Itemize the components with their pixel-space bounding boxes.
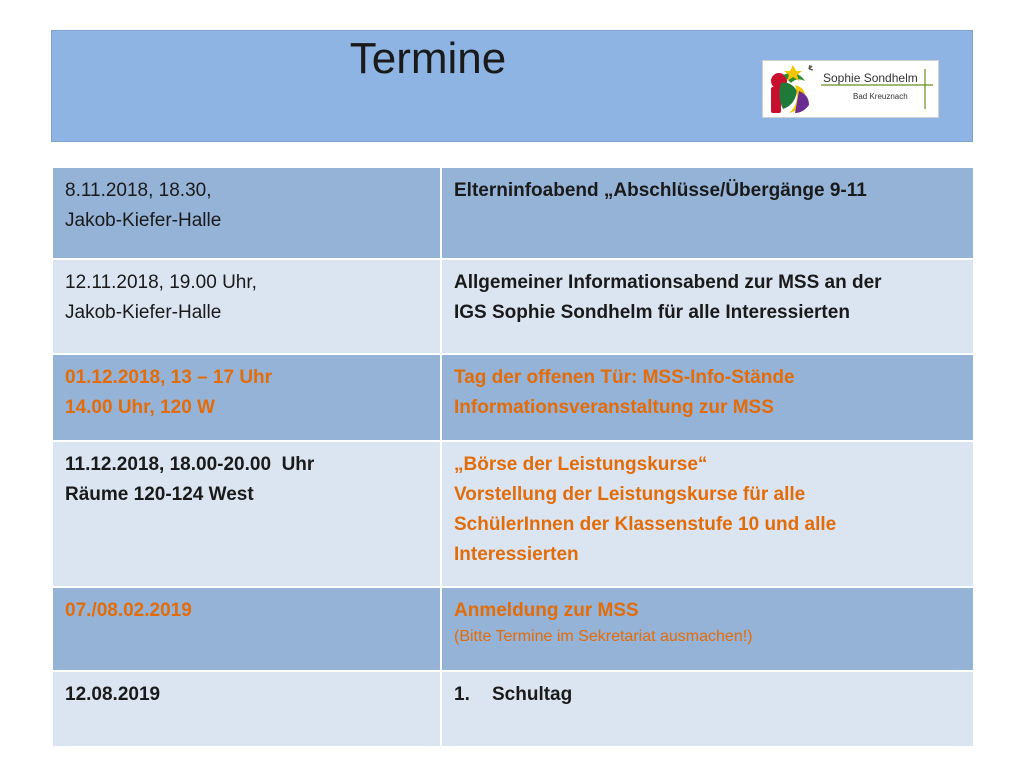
slide-title: Termine xyxy=(349,34,507,83)
date-line: 12.11.2018, 19.00 Uhr, xyxy=(65,272,257,293)
date-cell xyxy=(52,587,441,671)
event-line: Tag der offenen Tür: MSS-Info-Stände xyxy=(454,367,795,388)
table-row xyxy=(52,354,974,441)
event-line: Informationsveranstaltung zur MSS xyxy=(454,397,774,418)
svg-text:Bad Kreuznach: Bad Kreuznach xyxy=(853,92,908,101)
event-cell xyxy=(441,671,974,747)
date-cell xyxy=(52,671,441,747)
date-cell xyxy=(52,259,441,354)
event-line: Vorstellung der Leistungskurse für alle xyxy=(454,484,806,505)
event-line: „Börse der Leistungskurse“ xyxy=(454,454,708,475)
event-note: (Bitte Termine im Sekretariat ausmachen!) xyxy=(454,628,753,645)
date-line: 07./08.02.2019 xyxy=(65,600,192,621)
date-cell xyxy=(52,354,441,441)
date-line: 12.08.2019 xyxy=(65,684,161,705)
event-cell xyxy=(441,354,974,441)
svg-text:Sophie Sondhelm: Sophie Sondhelm xyxy=(823,71,918,85)
event-cell xyxy=(441,587,974,671)
table-row xyxy=(52,671,974,747)
event-line: Schultag xyxy=(492,684,573,705)
event-line: IGS Sophie Sondhelm für alle Interessierten xyxy=(454,302,850,323)
event-cell xyxy=(441,259,974,354)
termine-table xyxy=(51,166,975,748)
table-row xyxy=(52,441,974,587)
location-line: Jakob-Kiefer-Halle xyxy=(65,302,222,323)
event-line: Elterninfoabend „Abschlüsse/Übergänge 9-11 xyxy=(454,180,867,201)
location-line: Jakob-Kiefer-Halle xyxy=(65,210,222,231)
event-line: Anmeldung zur MSS xyxy=(454,600,639,621)
date-line: 11.12.2018, 18.00-20.00 Uhr xyxy=(65,454,315,475)
date-line: 01.12.2018, 13 – 17 Uhr xyxy=(65,367,273,388)
date-cell xyxy=(52,167,441,259)
date-line: 8.11.2018, 18.30, xyxy=(65,180,212,201)
event-line: SchülerInnen der Klassenstufe 10 und alle xyxy=(454,514,837,535)
numbered-item xyxy=(454,680,963,710)
date-cell xyxy=(52,441,441,587)
event-cell xyxy=(441,167,974,259)
school-logo xyxy=(762,60,939,118)
room-line: Räume 120-124 West xyxy=(65,484,254,505)
time-room-line: 14.00 Uhr, 120 W xyxy=(65,397,215,418)
table-row xyxy=(52,259,974,354)
table-row xyxy=(52,587,974,671)
event-cell xyxy=(441,441,974,587)
event-line: Interessierten xyxy=(454,544,579,565)
list-number: 1. xyxy=(454,684,470,705)
table-row xyxy=(52,167,974,259)
igs-logo-icon xyxy=(763,61,938,117)
event-line: Allgemeiner Informationsabend zur MSS an der xyxy=(454,272,882,293)
